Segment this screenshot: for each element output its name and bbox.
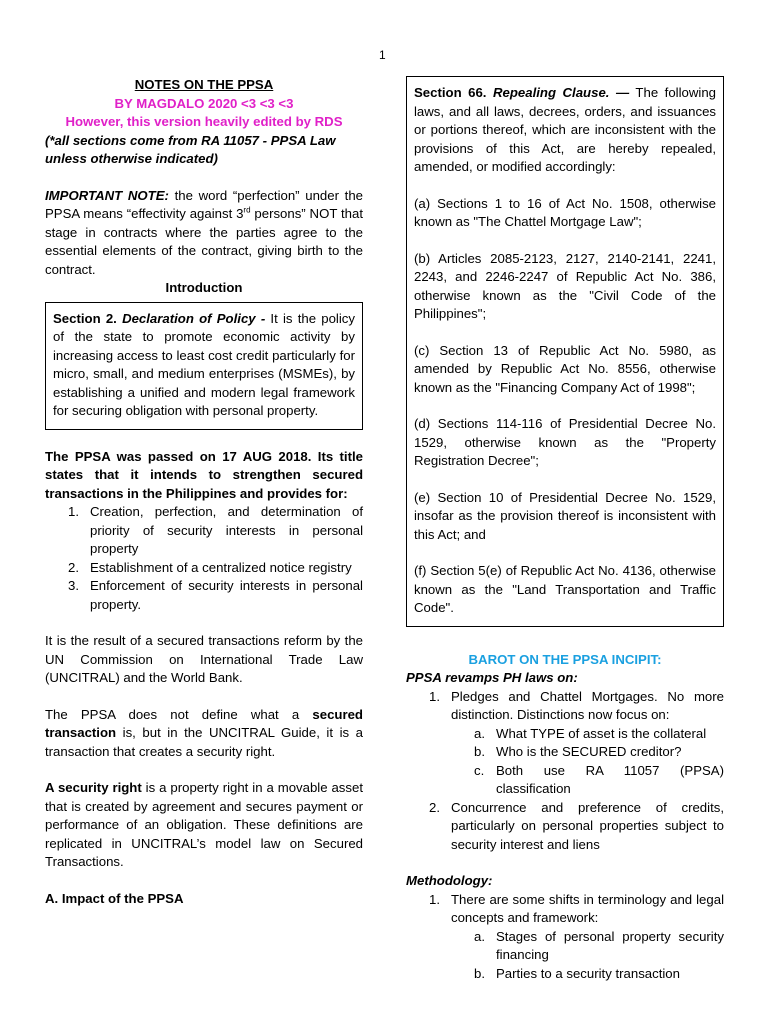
security-right-paragraph: A security right is a property right in a movable asset that is created by agreement and secures payment or performance of an obligation. These definitions are replicated in UNCITRAL’s model law on Secured Transactions. [45,780,363,869]
methodology-list [406,891,724,984]
sub-list-item: a. What TYPE of asset is the collateral [474,725,707,741]
editor-line: However, this version heavily edited by RDS [65,114,343,129]
author-line: BY MAGDALO 2020 <3 <3 <3 [114,95,294,111]
revamp-heading: PPSA revamps PH laws on: [406,670,578,685]
sub-list-item: c. Both use RA 11057 (PPSA) classification [474,762,724,796]
repeal-item: (c) Section 13 of Republic Act No. 5980, as amended by Republic Act No. 8556, otherwise known as the "Financing Company Act of 1998"; [414,342,716,395]
sub-list-item: b. Parties to a security transaction [474,965,680,981]
impact-heading: A. Impact of the PPSA [45,890,184,906]
section-66-box: Section 66. Repealing Clause. — The following laws, and all laws, decrees, orders, and issuances or portions thereof, which are inconsistent with the provisions of this Act, are hereby repealed, amended, or modified accordingly: (a) Sections 1 to 16 of Act No. 1508, otherwise known as "The Chattel Mortgage Law"; (b) Articles 2085-2123, 2127, 2140-2141, 2241, 2243, and 2246-2247 of Republic Act No. 386, otherwise known as the "Civil Code of the Philippines"; (c) Section 13 of Republic Act No. 5980, as amended by Republic Act No. 8556, otherwise known as the "Financing Company Act of 1998"; (d) Sections 114-116 of Presidential Decree No. 1529, otherwise known as the "Property Registration Decree"; (e) Section 10 of Presidential Decree No. 1529, insofar as the provision thereof is inconsistent with this Act; and (f) Section 5(e) of Republic Act No. 4136, otherwise known as the "Land Transportation and Traffic Code". [406,76,724,627]
list-item: 2. Establishment of a centralized notice registry [68,559,352,575]
section-2-box: Section 2. Declaration of Policy - It is the policy of the state to promote economic activity by increasing access to least cost credit particularly for micro, small, and medium enterprises (MSMEs), by establishing a unified and modern legal framework for securing obligation with personal property. [45,302,363,430]
right-column [406,76,724,983]
page-number: 1 [379,48,386,62]
provides-list [45,503,363,614]
repeal-item: (b) Articles 2085-2123, 2127, 2140-2141, 2241, 2243, and 2246-2247 of Republic Act No. 386, otherwise known as the "Civil Code of the Philippines"; [414,250,716,321]
list-item: 1. There are some shifts in terminology and legal concepts and framework: [429,891,724,925]
barot-heading: BAROT ON THE PPSA INCIPIT: [468,651,662,667]
important-note: IMPORTANT NOTE: the word “perfection” under the PPSA means “effectivity against 3rd persons” NOT that stage in contracts where the parties agree to the essential elements of the contract, giving birth to the contract. [45,187,364,277]
secured-transaction-paragraph: The PPSA does not define what a secured transaction is, but in the UNCITRAL Guide, it is a transaction that creates a security right. [45,706,363,759]
repeal-item: (d) Sections 114-116 of Presidential Decree No. 1529, otherwise known as the "Property Registration Decree"; [414,416,716,468]
left-column [45,76,363,908]
introduction-heading: Introduction [165,280,243,295]
repeal-item: (f) Section 5(e) of Republic Act No. 4136, otherwise known as the "Land Transportation and Traffic Code". [414,563,716,615]
repeal-item: (e) Section 10 of Presidential Decree No. 1529, insofar as the provision thereof is inconsistent with this Act; and [414,489,716,542]
doc-title: NOTES ON THE PPSA [134,77,274,92]
ppsa-passed-paragraph: The PPSA was passed on 17 AUG 2018. Its title states that it intends to strengthen secured transactions in the Philippines and provides for: [45,448,363,501]
list-item: 2. Concurrence and preference of credits, particularly on personal properties subject to security interest and liens [429,799,724,852]
revamp-list [406,688,724,855]
sub-list-item: b. Who is the SECURED creditor? [474,744,682,759]
repeal-item: (a) Sections 1 to 16 of Act No. 1508, otherwise known as "The Chattel Mortgage Law"; [414,195,716,229]
result-paragraph: It is the result of a secured transactions reform by the UN Commission on International Trade Law (UNCITRAL) and the World Bank. [45,633,363,685]
methodology-heading: Methodology: [406,873,493,888]
sub-list-item: a. Stages of personal property security financing [474,928,724,962]
list-item: 3. Enforcement of security interests in personal property. [68,578,363,612]
list-item: 1. Pledges and Chattel Mortgages. No more distinction. Distinctions now focus on: [429,688,724,722]
source-note: (*all sections come from RA 11057 - PPSA Law unless otherwise indicated) [45,132,336,166]
list-item: 1. Creation, perfection, and determination of priority of security interests in personal property [68,504,363,556]
